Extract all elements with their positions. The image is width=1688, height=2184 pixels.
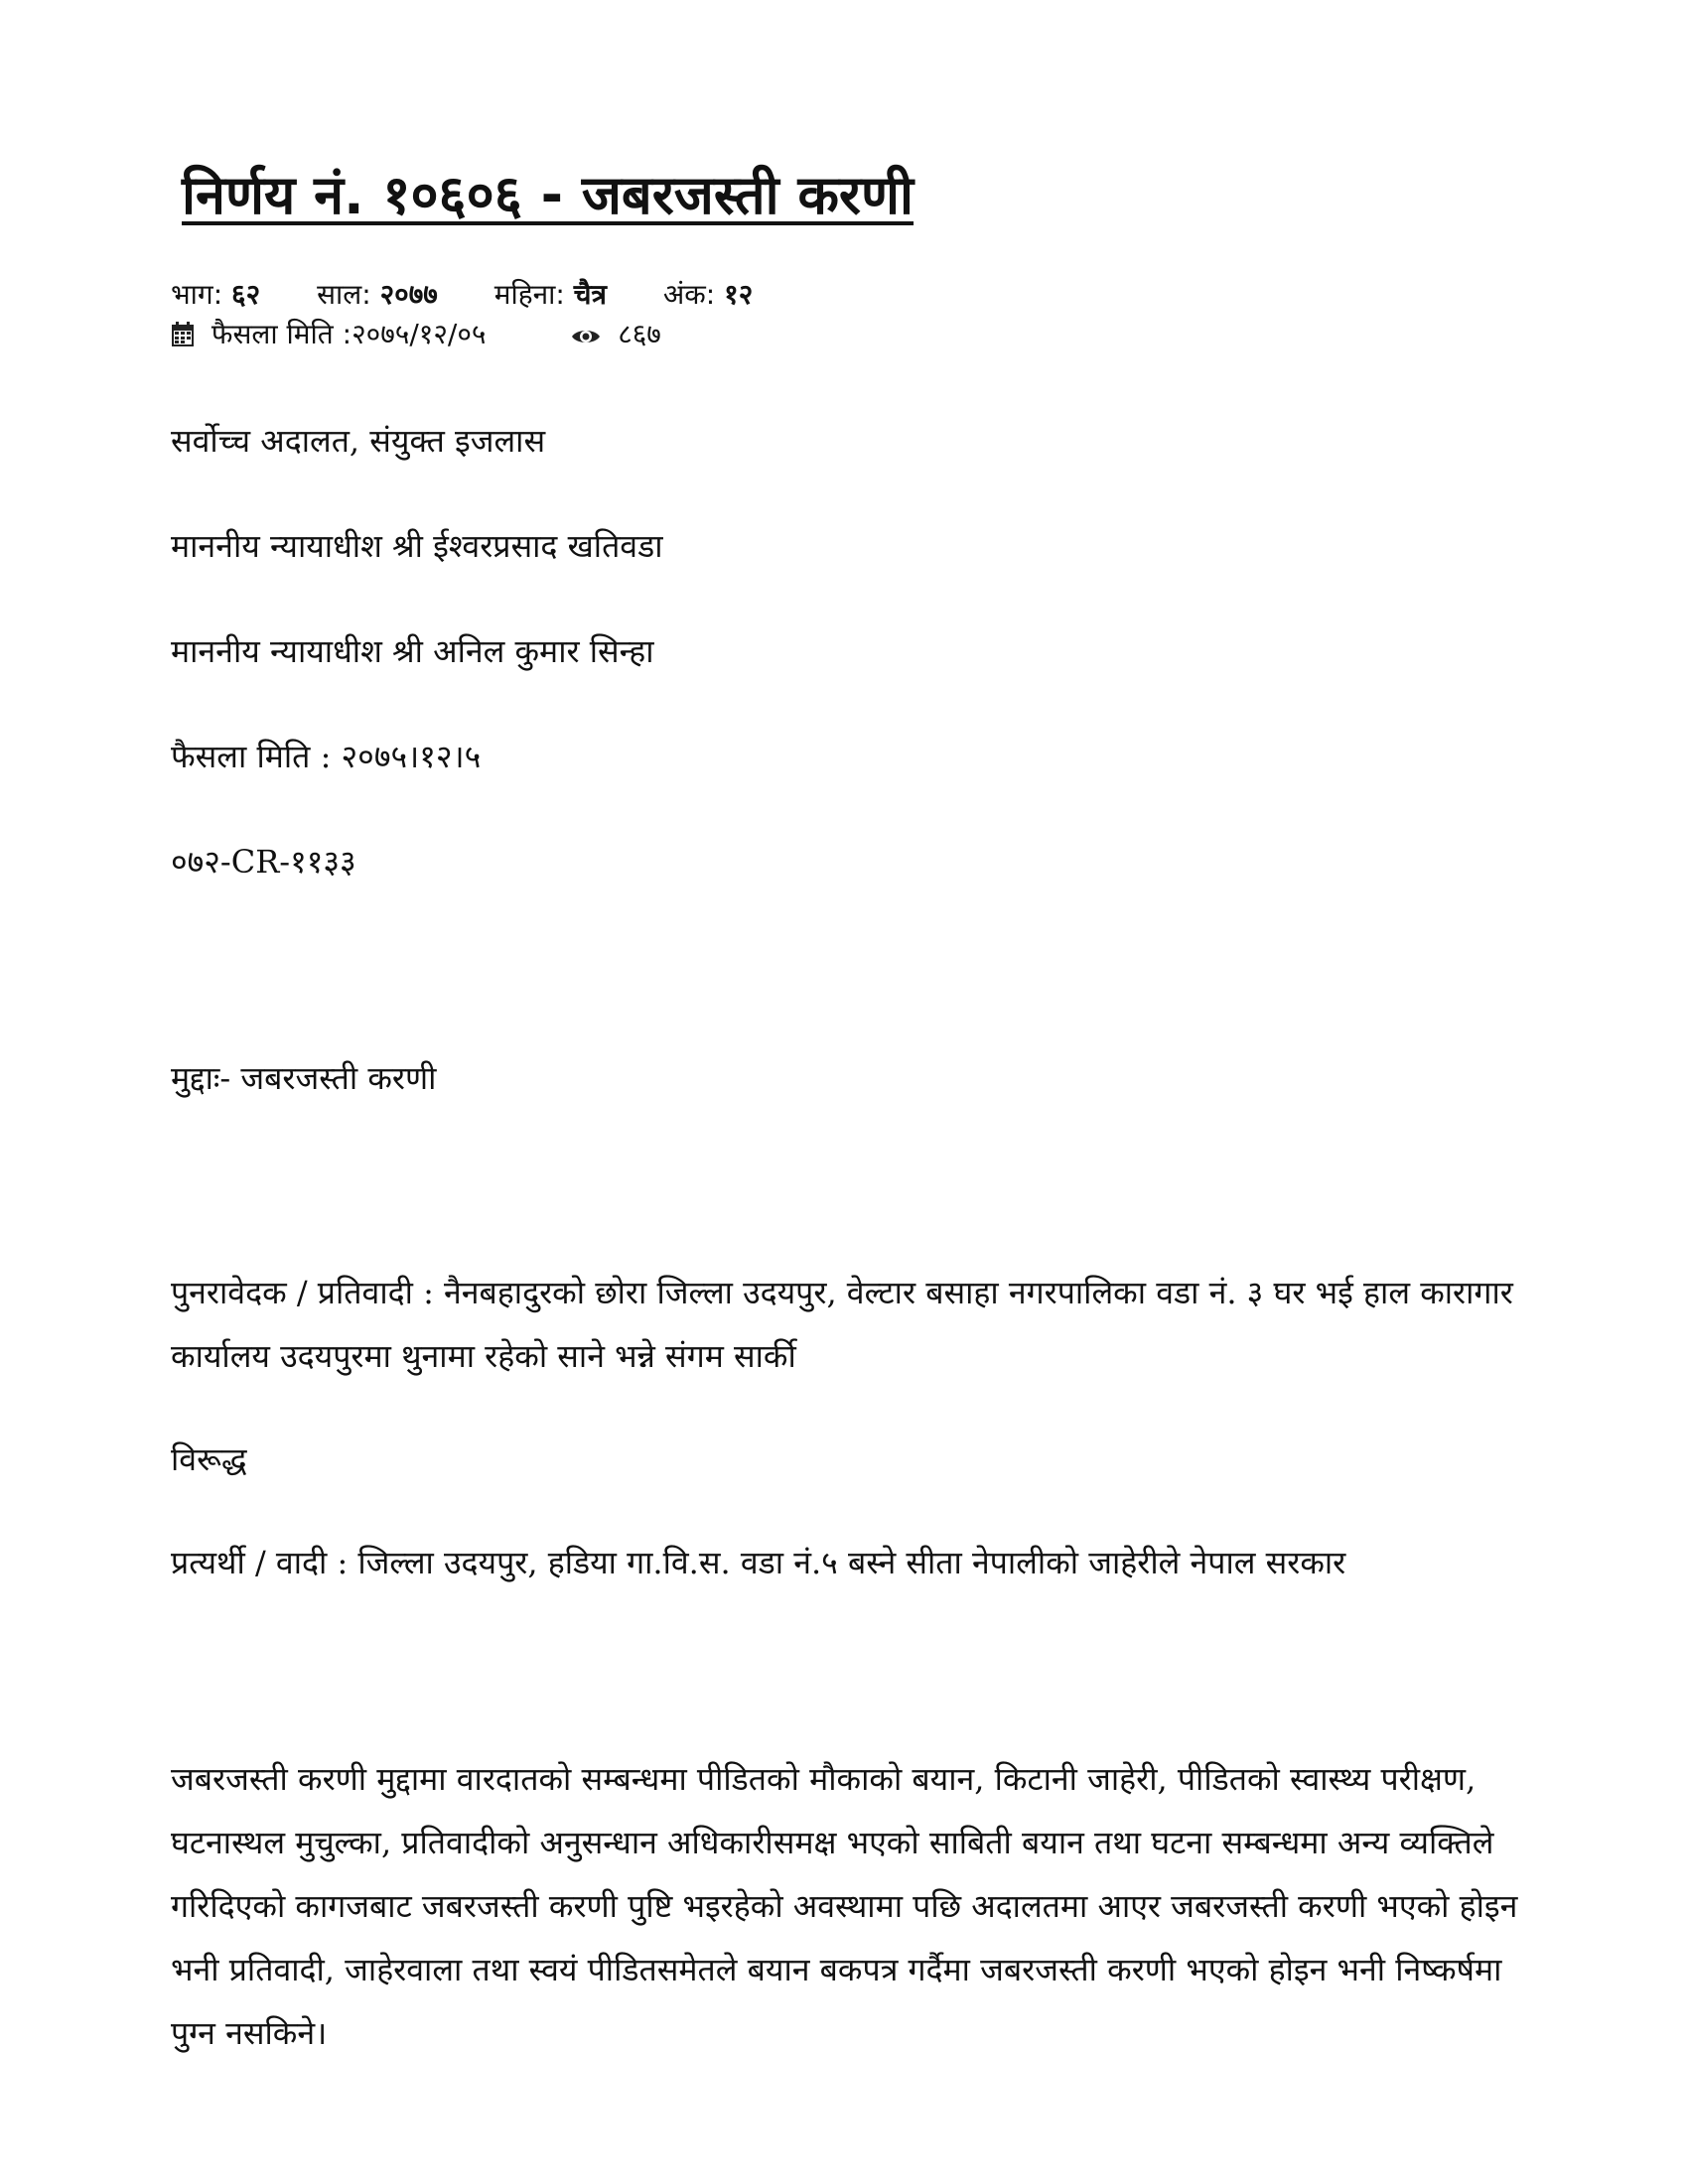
- summary-paragraph: जबरजस्ती करणी मुद्दामा वारदातको सम्बन्धमा पीडितको मौकाको बयान, किटानी जाहेरी, पीडितको स्वास्थ्य परीक्षण, घटनास्थल मुचुल्का, प्रतिवादीको अनुसन्धान अधिकारीसमक्ष भएको साबिती बयान तथा घटना सम्बन्धमा अन्य व्यक्तिले गरिदिएको कागजबाट जबरजस्ती करणी पुष्टि भइरहेको अवस्थामा पछि अदालतमा आएर जबरजस्ती करणी भएको होइन भनी प्रतिवादी, जाहेरवाला तथा स्वयं पीडितसमेतले बयान बकपत्र गर्दैमा जबरजस्ती करणी भएको होइन भनी निष्कर्षमा पुग्न नसकिने।: [171, 1760, 1518, 2052]
- meta-part: [171, 276, 260, 314]
- meta-issue: [663, 276, 753, 314]
- appellant-paragraph: पुनरावेदक / प्रतिवादी : नैनबहादुरको छोरा जिल्ला उदयपुर, वेल्टार बसाहा नगरपालिका वडा नं. ३ घर भई हाल कारागार कार्यालय उदयपुरमा थुनामा रहेको साने भन्ने संगम सार्की: [171, 1274, 1513, 1375]
- case-number: ०७२-CR-११३३: [171, 843, 356, 881]
- case-subject: मुद्दाः- जबरजस्ती करणी: [171, 1059, 437, 1097]
- decision-date-label: फैसला मिति :: [211, 318, 352, 350]
- respondent-paragraph: प्रत्यर्थी / वादी : जिल्ला उदयपुर, हडिया गा.वि.स. वडा नं.५ बस्ने सीता नेपालीको जाहेरीले नेपाल सरकार: [171, 1544, 1346, 1581]
- versus-label: विरूद्ध: [171, 1440, 247, 1478]
- meta-issue-value: १२: [724, 278, 754, 311]
- eye-icon: [571, 320, 601, 357]
- meta-issue-label: अंक:: [662, 278, 716, 311]
- decision-date-value: २०७५/१२/०५: [352, 318, 487, 350]
- meta-year-value: २०७७: [379, 278, 438, 311]
- meta-year: [317, 276, 438, 314]
- meta-part-label: भाग:: [171, 278, 223, 311]
- meta-month: [494, 276, 607, 314]
- meta-row-publication: [171, 276, 800, 314]
- judge-2: माननीय न्यायाधीश श्री अनिल कुमार सिन्हा: [171, 632, 654, 670]
- page-title: निर्णय नं. १०६०६ - जबरजस्ती करणी: [182, 164, 914, 226]
- meta-month-label: महिना:: [493, 278, 565, 311]
- court-name: सर्वोच्च अदालत, संयुक्त इजलास: [171, 422, 546, 460]
- view-count: ८६७: [618, 318, 661, 350]
- calendar-icon: [171, 320, 195, 357]
- meta-row-date-views: [171, 316, 661, 357]
- meta-year-label: साल:: [317, 278, 371, 311]
- meta-month-value: चैत्र: [573, 278, 607, 311]
- meta-part-value: ६२: [231, 278, 261, 311]
- judge-1: माननीय न्यायाधीश श्री ईश्वरप्रसाद खतिवडा: [171, 527, 663, 565]
- decision-date-line: फैसला मिति : २०७५।१२।५: [171, 738, 482, 775]
